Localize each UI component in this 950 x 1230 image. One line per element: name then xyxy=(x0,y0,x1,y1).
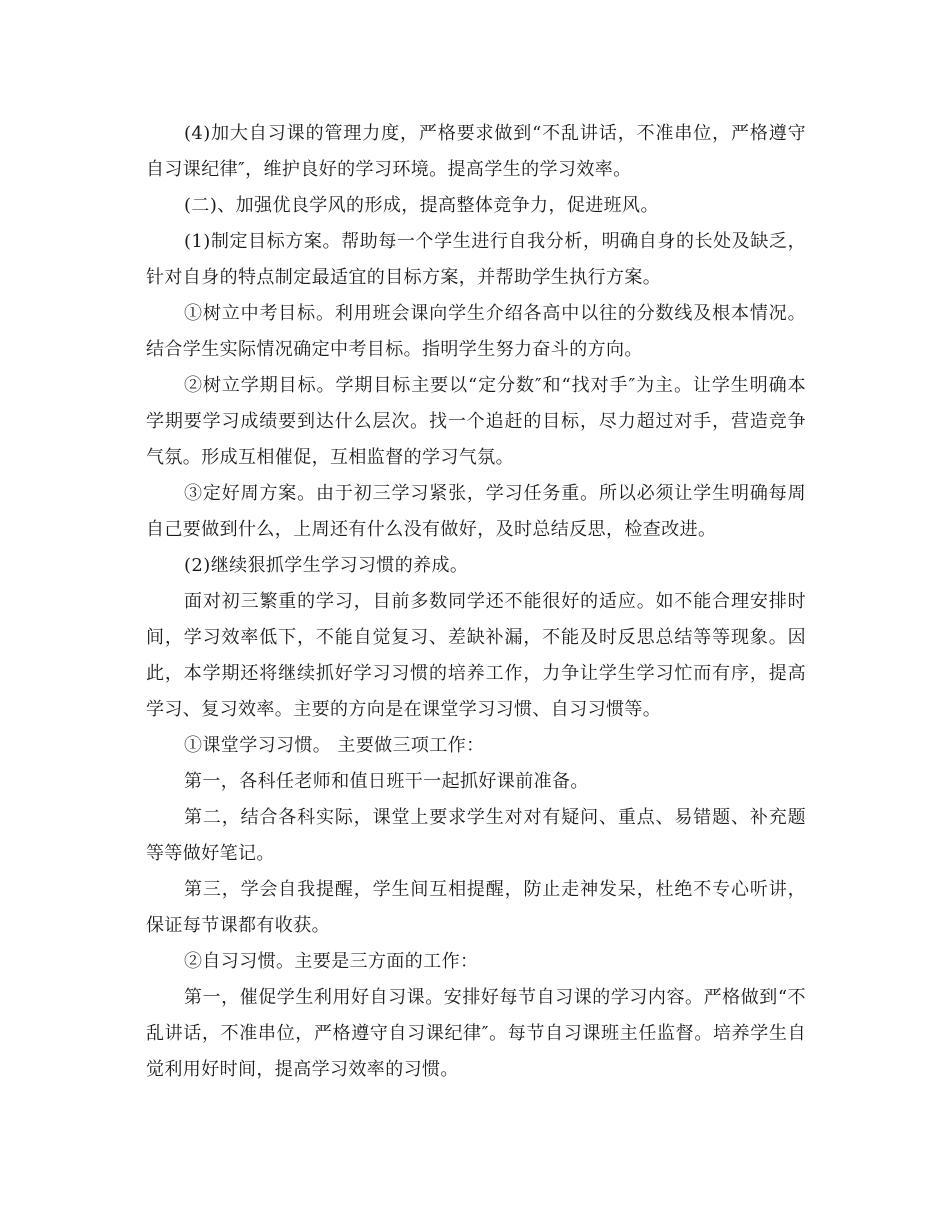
paragraph-goal-plan: (1)制定目标方案。帮助每一个学生进行自我分析，明确自身的长处及缺乏，针对自身的特点制定最适宜的目标方案，并帮助学生执行方案。 xyxy=(146,231,806,288)
paragraph-exam-goal: ①树立中考目标。利用班会课向学生介绍各高中以往的分数线及根本情况。结合学生实际情况确定中考目标。指明学生努力奋斗的方向。 xyxy=(146,303,806,360)
paragraph-classroom-habits: ①课堂学习习惯。 主要做三项工作： xyxy=(184,735,485,756)
paragraph-section-two-heading: (二)、加强优良学风的形成，提高整体竞争力，促进班风。 xyxy=(184,195,659,216)
paragraph-weekly-plan: ③定好周方案。由于初三学习紧张，学习任务重。所以必须让学生明确每周自己要做到什么，上周还有什么没有做好，及时总结反思，检查改进。 xyxy=(146,483,806,540)
paragraph-self-study-habits: ②自习习惯。主要是三方面的工作： xyxy=(184,951,479,972)
paragraph-second-item: 第二，结合各科实际，课堂上要求学生对对有疑问、重点、易错题、补充题等等做好笔记。 xyxy=(146,807,806,864)
paragraph-first-item: 第一，各科任老师和值日班干一起抓好课前准备。 xyxy=(184,771,589,792)
paragraph-study-habits-heading: (2)继续狠抓学生学习习惯的养成。 xyxy=(184,555,469,576)
paragraph-self-study-first: 第一，催促学生利用好自习课。安排好每节自习课的学习内容。严格做到“不乱讲话，不准串位，严格遵守自习课纪律″。每节自习课班主任监督。培养学生自觉利用好时间，提高学习效率的习惯。 xyxy=(146,987,806,1080)
paragraph-self-study-management: (4)加大自习课的管理力度，严格要求做到“不乱讲话，不准串位，严格遵守自习课纪律″，维护良好的学习环境。提高学生的学习效率。 xyxy=(146,123,806,180)
paragraph-study-habits-body: 面对初三繁重的学习，目前多数同学还不能很好的适应。如不能合理安排时间，学习效率低下，不能自觉复习、差缺补漏，不能及时反思总结等等现象。因此，本学期还将继续抓好学习习惯的培养工作，力争让学生学习忙而有序，提高学习、复习效率。主要的方向是在课堂学习习惯、自习习惯等。 xyxy=(146,591,806,720)
paragraph-third-item: 第三，学会自我提醒，学生间互相提醒，防止走神发呆，杜绝不专心听讲，保证每节课都有收获。 xyxy=(146,879,806,936)
paragraph-semester-goal: ②树立学期目标。学期目标主要以“定分数″和“找对手″为主。让学生明确本学期要学习成绩要到达什么层次。找一个追赶的目标，尽力超过对手，营造竞争气氛。形成互相催促，互相监督的学习气氛。 xyxy=(146,375,806,468)
document-body xyxy=(146,116,806,1088)
